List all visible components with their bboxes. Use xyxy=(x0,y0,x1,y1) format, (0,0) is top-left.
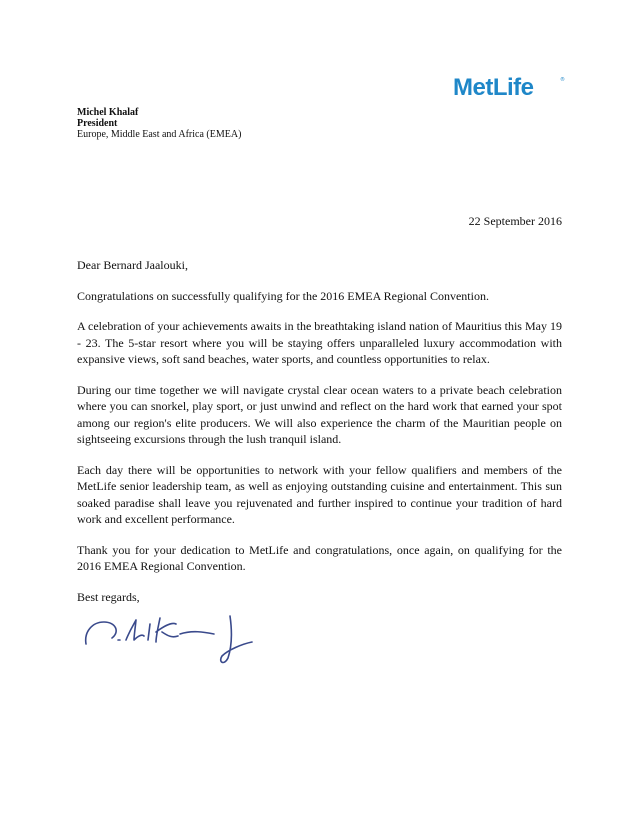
sender-region: Europe, Middle East and Africa (EMEA) xyxy=(77,129,242,140)
sender-name: Michel Khalaf xyxy=(77,107,139,118)
registered-mark-icon: ® xyxy=(560,77,565,83)
paragraph-networking: Each day there will be opportunities to network with your fellow qualifiers and members of the MetLife senior leadership team, as well as enjoying outstanding cuisine and entertainment. This sun soaked paradise shall leave you rejuvenated and further inspired to continue your tradition of hard work and excellent performance. xyxy=(77,462,562,526)
letter-date: 22 September 2016 xyxy=(468,214,562,228)
sender-block xyxy=(77,107,377,140)
signature-stroke-4 xyxy=(148,624,150,640)
sender-title: President xyxy=(77,118,118,129)
signature-stroke-3 xyxy=(126,620,144,640)
paragraph-activities: During our time together we will navigate crystal clear ocean waters to a private beach celebration where you can snorkel, play sport, or just unwind and reflect on the hard work that earned your spot among our region's elite producers. We will also experience the charm of the Mauritian people on sightseeing excursions through the lush tranquil island. xyxy=(77,382,562,446)
logo-wordmark: MetLife xyxy=(453,74,534,101)
handwritten-signature xyxy=(82,610,282,670)
paragraph-congratulations: Congratulations on successfully qualifying for the 2016 EMEA Regional Convention. xyxy=(77,288,489,303)
salutation: Dear Bernard Jaalouki, xyxy=(77,258,188,272)
paragraph-thanks: Thank you for your dedication to MetLife and congratulations, once again, on qualifying for the 2016 EMEA Regional Convention. xyxy=(77,542,562,573)
letter-body xyxy=(77,257,562,613)
paragraph-celebration: A celebration of your achievements awaits in the breathtaking island nation of Mauritius this May 19 - 23. The 5-star resort where you will be staying offers unparalleled luxury accommodation with expansive views, soft sand beaches, water sports, and countless opportunities to relax. xyxy=(77,319,562,366)
metlife-logo xyxy=(453,70,565,106)
signature-stroke-5 xyxy=(156,618,178,642)
signature-stroke-7 xyxy=(221,616,252,662)
signature-stroke-1 xyxy=(86,622,116,644)
closing: Best regards, xyxy=(77,589,140,604)
signature-stroke-6 xyxy=(180,632,214,634)
